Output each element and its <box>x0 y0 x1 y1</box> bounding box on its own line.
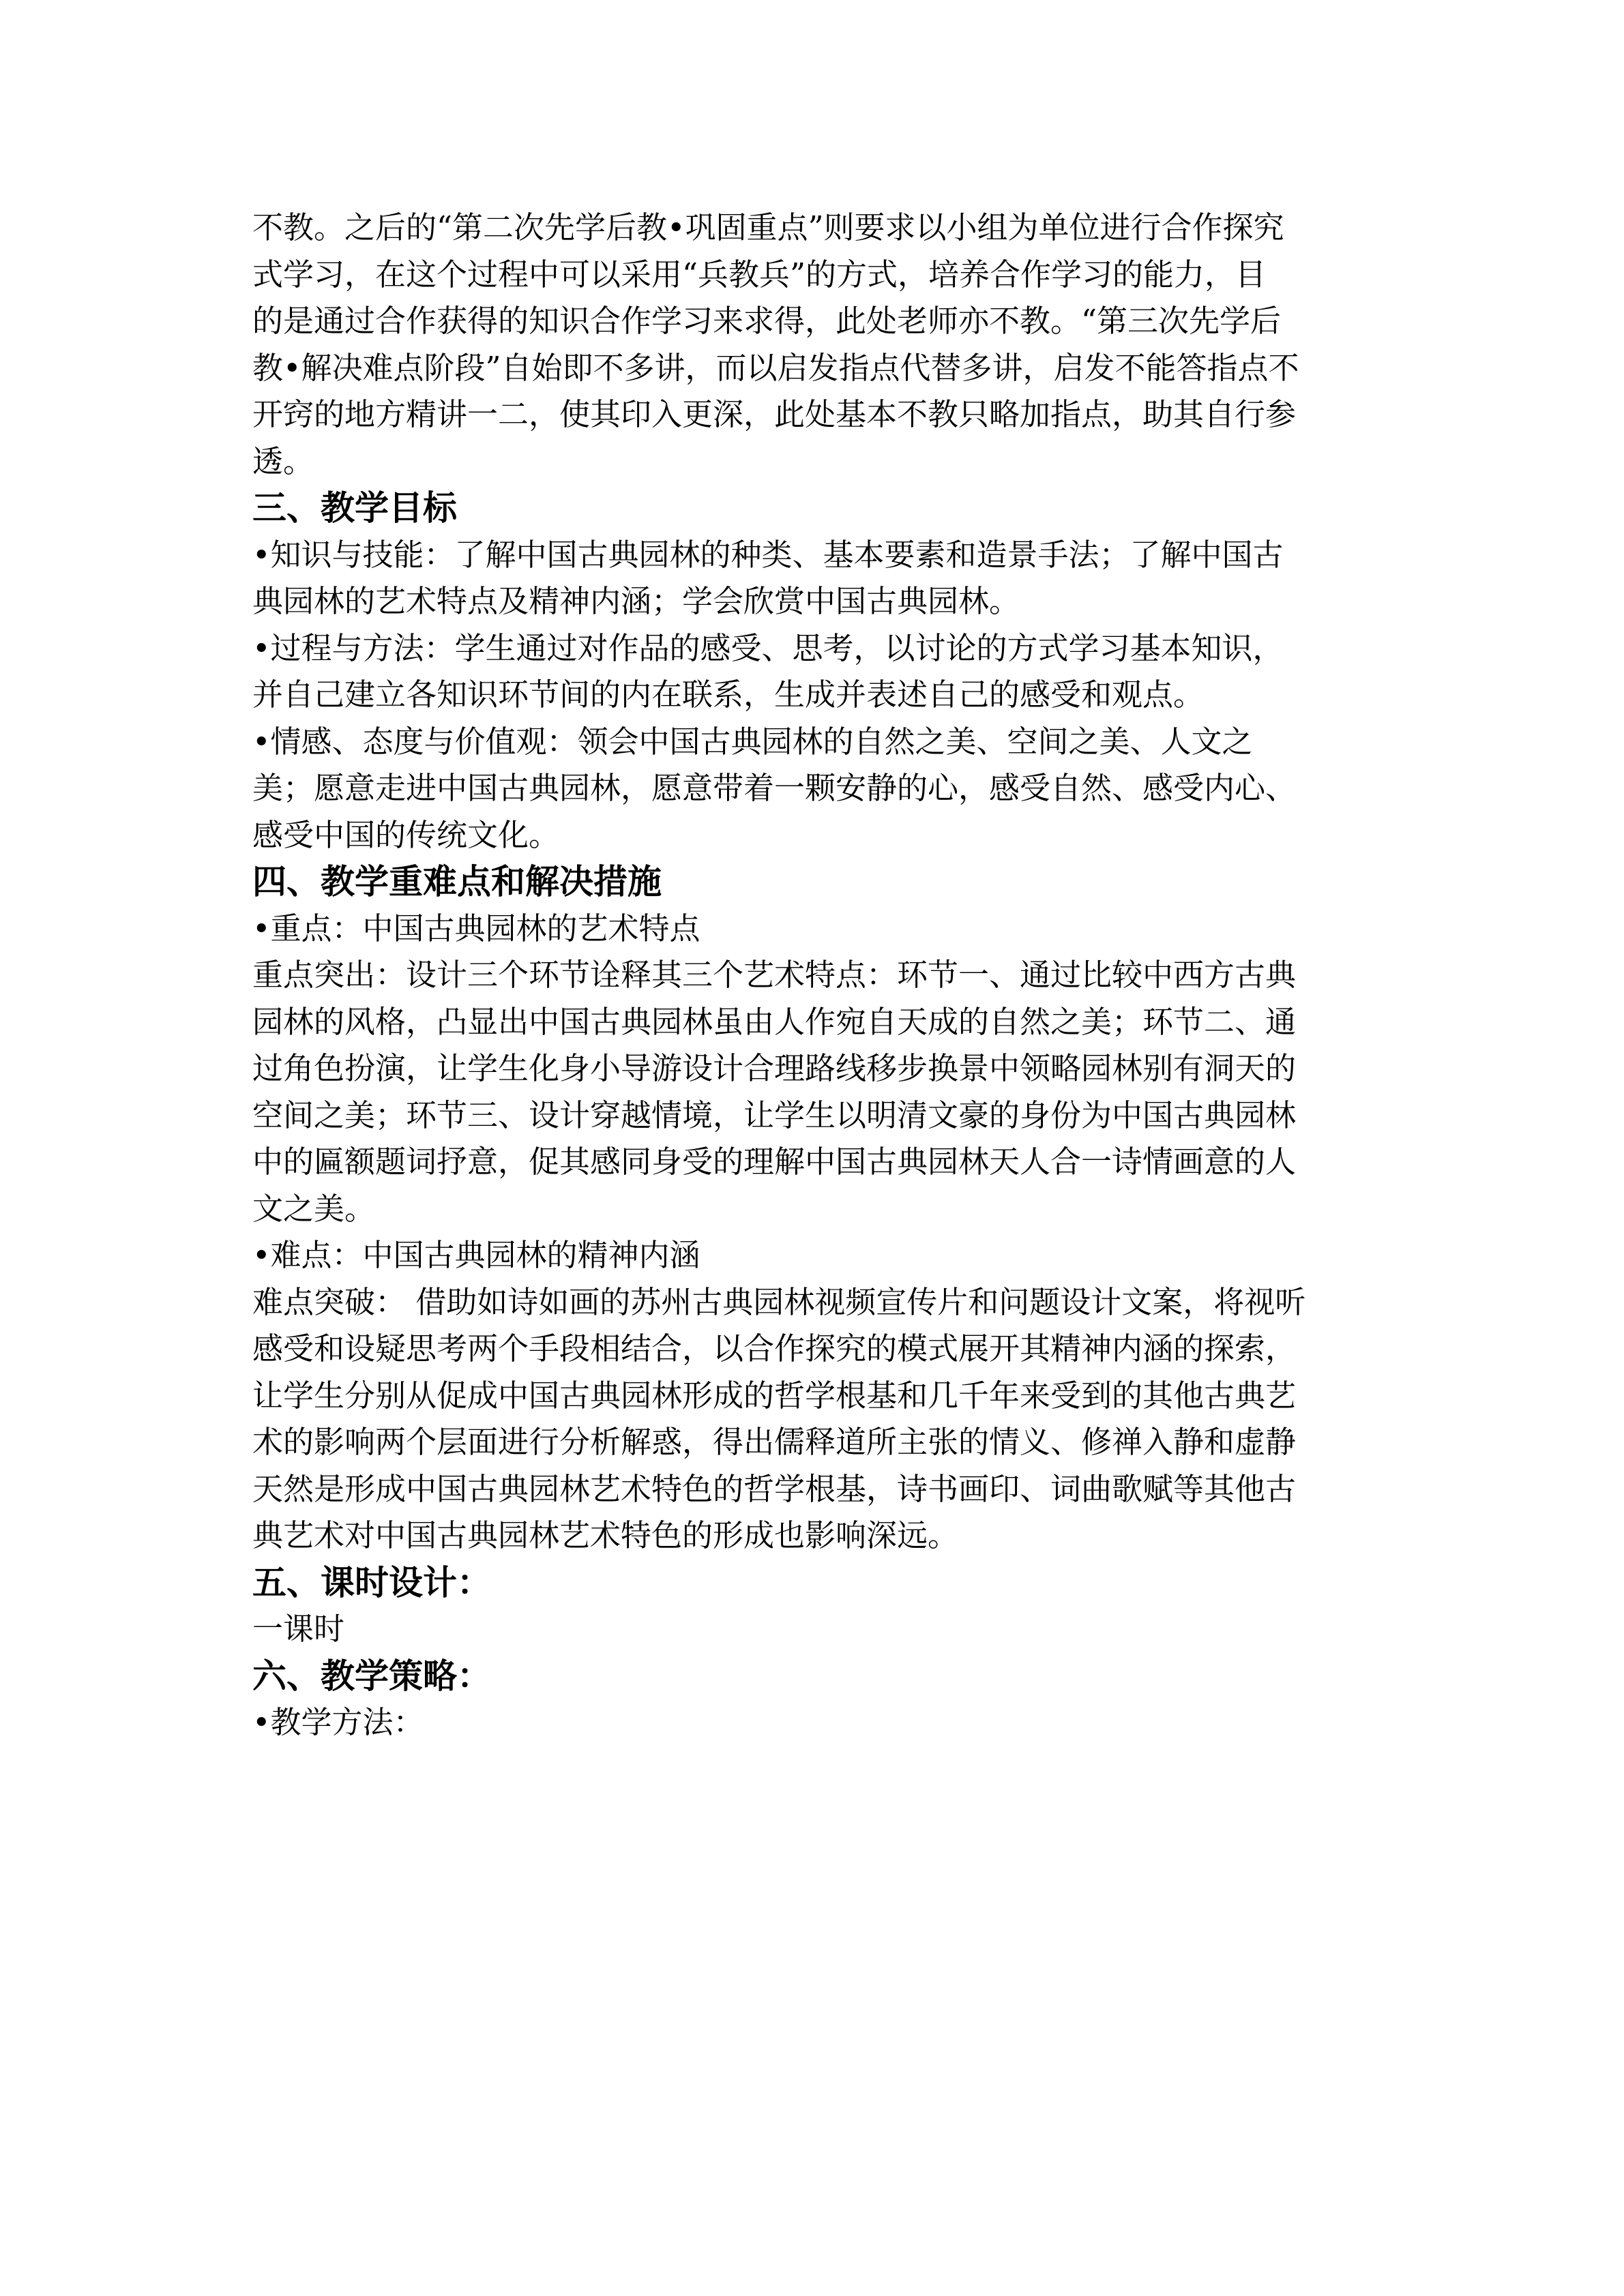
text-line: 重点突出：设计三个环节诠释其三个艺术特点：环节一、通过比较中西方古典 <box>252 957 1297 993</box>
intro-paragraph <box>252 205 1385 485</box>
difficult-point-solution <box>252 1279 1385 1560</box>
text-line: 教•解决难点阶段”自始即不多讲，而以启发指点代替多讲，启发不能答指点不 <box>252 349 1299 386</box>
text-line: 天然是形成中国古典园林艺术特色的哲学根基，诗书画印、词曲歌赋等其他古 <box>252 1470 1297 1507</box>
text-line: 文之美。 <box>252 1190 376 1227</box>
text-line: •知识与技能：了解中国古典园林的种类、基本要素和造景手法；了解中国古 <box>252 536 1284 573</box>
goal-knowledge <box>252 532 1385 625</box>
section-heading-keypoints: 四、教学重难点和解决措施 <box>252 862 662 901</box>
text-line: 感受中国的传统文化。 <box>252 816 560 853</box>
text-line: 一课时 <box>252 1611 345 1647</box>
text-line: 典艺术对中国古典园林艺术特色的形成也影响深远。 <box>252 1517 959 1553</box>
text-line: •教学方法： <box>252 1704 424 1740</box>
text-line: 中的匾额题词抒意，促其感同身受的理解中国古典园林天人合一诗情画意的人 <box>252 1144 1297 1180</box>
text-line: 并自己建立各知识环节间的内在联系，生成并表述自己的感受和观点。 <box>252 676 1205 713</box>
text-line: 透。 <box>252 443 314 479</box>
difficult-point-title <box>252 1232 1385 1279</box>
document-page <box>252 205 1385 1746</box>
text-line: 术的影响两个层面进行分析解惑，得出儒释道所主张的情义、修禅入静和虚静 <box>252 1424 1297 1460</box>
text-line: 式学习，在这个过程中可以采用“兵教兵”的方式，培养合作学习的能力，目 <box>252 256 1267 293</box>
section-heading-goals: 三、教学目标 <box>252 488 457 528</box>
text-line: 感受和设疑思考两个手段相结合，以合作探究的模式展开其精神内涵的探索， <box>252 1330 1297 1367</box>
text-line: 的是通过合作获得的知识合作学习来求得，此处老师亦不教。“第三次先学后 <box>252 303 1282 339</box>
text-line: 过角色扮演，让学生化身小导游设计合理路线移步换景中领略园林别有洞天的 <box>252 1050 1297 1086</box>
text-line: •重点：中国古典园林的艺术特点 <box>252 910 700 946</box>
text-line: 不教。之后的“第二次先学后教•巩固重点”则要求以小组为单位进行合作探究 <box>252 209 1284 245</box>
section-heading-strategy: 六、教学策略： <box>252 1656 491 1696</box>
goal-process <box>252 625 1385 719</box>
text-line: •难点：中国古典园林的精神内涵 <box>252 1237 700 1273</box>
text-line: 典园林的艺术特点及精神内涵；学会欣赏中国古典园林。 <box>252 583 1020 619</box>
text-line: 空间之美；环节三、设计穿越情境，让学生以明清文豪的身份为中国古典园林 <box>252 1097 1297 1133</box>
goal-emotion <box>252 719 1385 859</box>
text-line: •情感、态度与价值观：领会中国古典园林的自然之美、空间之美、人文之 <box>252 723 1253 760</box>
key-point-title <box>252 906 1385 953</box>
strategy-method <box>252 1699 1385 1746</box>
text-line: 难点突破： 借助如诗如画的苏州古典园林视频宣传片和问题设计文案，将视听 <box>252 1283 1306 1320</box>
text-line: •过程与方法：学生通过对作品的感受、思考，以讨论的方式学习基本知识， <box>252 629 1284 666</box>
text-line: 让学生分别从促成中国古典园林形成的哲学根基和几千年来受到的其他古典艺 <box>252 1377 1297 1414</box>
section-heading-schedule: 五、课时设计： <box>252 1562 491 1602</box>
text-line: 园林的风格，凸显出中国古典园林虽由人作宛自天成的自然之美；环节二、通 <box>252 1003 1297 1040</box>
schedule-text <box>252 1606 1385 1653</box>
key-point-solution <box>252 952 1385 1232</box>
text-line: 美；愿意走进中国古典园林，愿意带着一颗安静的心，感受自然、感受内心、 <box>252 770 1297 806</box>
text-line: 开窍的地方精讲一二，使其印入更深，此处基本不教只略加指点，助其自行参 <box>252 396 1297 432</box>
